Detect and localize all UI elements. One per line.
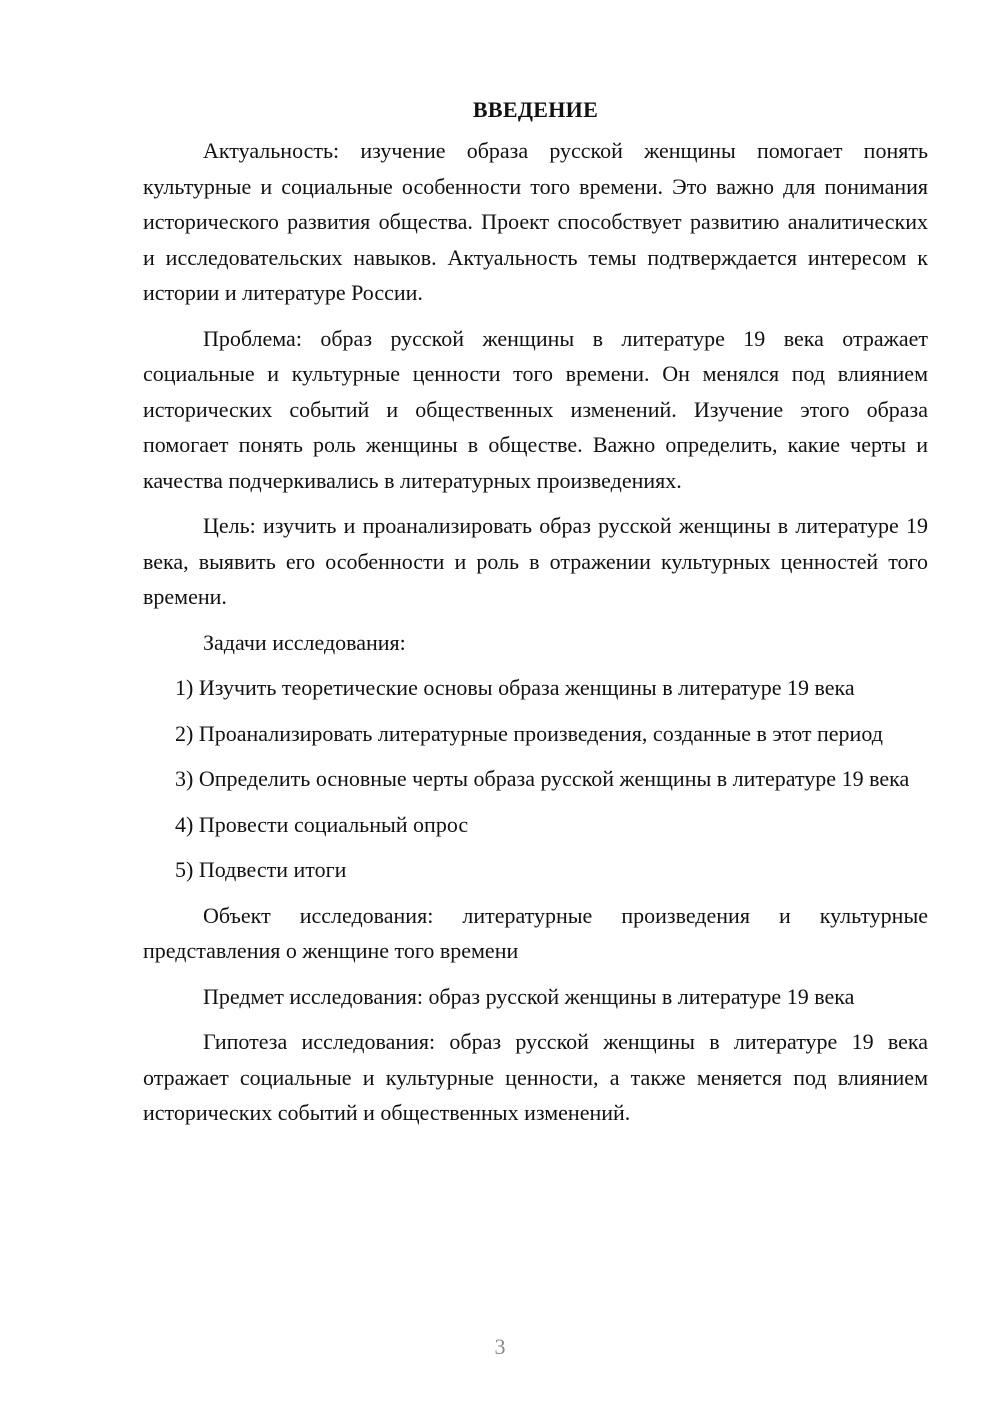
page-title: ВВЕДЕНИЕ [472, 97, 599, 122]
task-item-1: 1) Изучить теоретические основы образа женщины в литературе 19 века [175, 675, 855, 700]
page-content [143, 95, 928, 1141]
paragraph-subject: Предмет исследования: образ русской женщины в литературе 19 века [203, 983, 855, 1009]
paragraph-goal: Цель: изучить и проанализировать образ русской женщины в литературе 19 века, выявить его особенности и роль в отражении культурных ценностей того времени. [143, 513, 928, 609]
page-number: 3 [494, 1334, 506, 1359]
task-item-5: 5) Подвести итоги [175, 857, 347, 882]
paragraph-hypothesis: Гипотеза исследования: образ русской женщины в литературе 19 века отражает социальные и культурные ценности, а также меняется под влиянием исторических событий и общественных изменений. [143, 1029, 928, 1125]
task-item-2: 2) Проанализировать литературные произведения, созданные в этот период [175, 720, 883, 746]
paragraph-relevance: Актуальность: изучение образа русской женщины помогает понять культурные и социальные особенности того времени. Это важно для понимания исторического развития общества. Проект способствует развитию аналитических и исследовательских навыков. Актуальность темы подтверждается интересом к истории и литературе России. [143, 138, 928, 305]
task-item-4: 4) Провести социальный опрос [175, 811, 469, 837]
paragraph-object: Объект исследования: литературные произведения и культурные представления о женщине того времени [143, 902, 928, 963]
paragraph-tasks-heading: Задачи исследования: [203, 629, 406, 655]
task-item-3: 3) Определить основные черты образа русской женщины в литературе 19 века [175, 766, 910, 791]
paragraph-problem: Проблема: образ русской женщины в литературе 19 века отражает социальные и культурные ценности того времени. Он менялся под влиянием исторических событий и общественных изменений. Изучение этого образа помогает понять роль женщины в обществе. Важно определить, какие черты и качества подчеркивались в литературных произведениях. [143, 325, 928, 493]
